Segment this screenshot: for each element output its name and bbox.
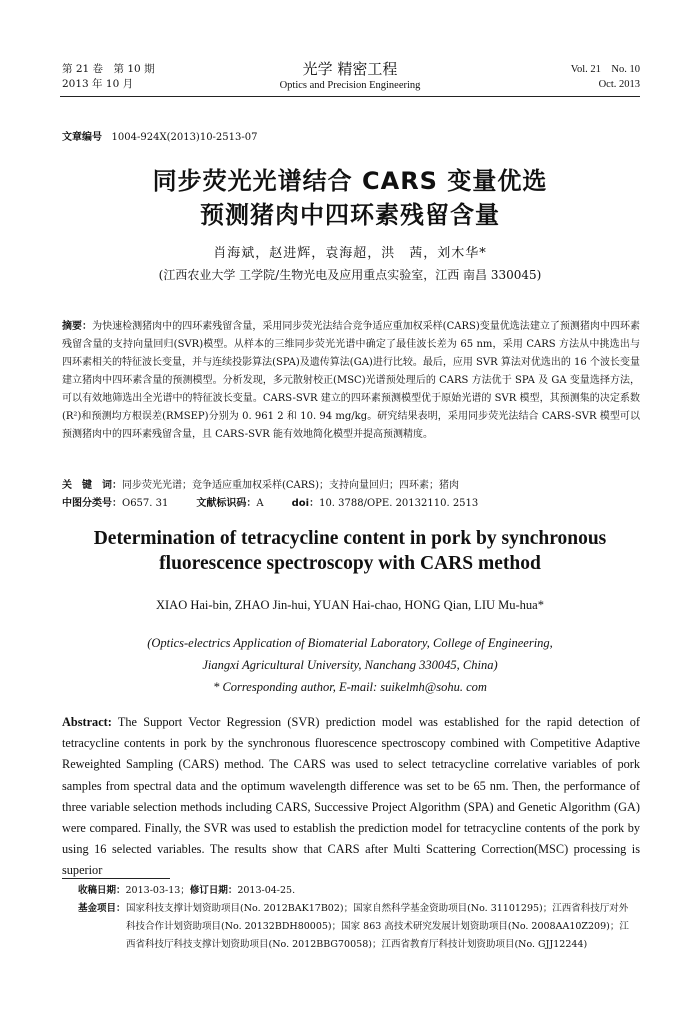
affiliation-en-line2: Jiangxi Agricultural University, Nanchang 330045, China) xyxy=(202,658,498,672)
abstract-cn xyxy=(62,318,640,444)
keywords-cn xyxy=(62,476,459,491)
abstract-en-text: The Support Vector Regression (SVR) prediction model was established for the rapid detection of tetracycline contents in pork by the synchronous fluorescence spectroscopy combined with Competitive Adaptive Reweighted Sampling (CARS) method. The CARS was used to select tetracycline correlative variables of pork samples from spectral data and the optimum wavelength difference was set to be 65 nm. Then, the performance of three variable selection methods including CARS, Successive Project Algorithm (SPA) and Genetic Algorithm (GA) were compared. Finally, the SVR was used to establish the prediction model for tetracycline contents of the pork by using 16 selected variables. The results show that CARS after Multi Scattering Correction(MSC) processing is superior xyxy=(62,715,640,878)
title-cn xyxy=(60,164,640,232)
article-number-label: 文章编号 xyxy=(62,132,102,143)
revised-label: 修订日期： xyxy=(189,885,238,896)
article-number xyxy=(62,128,258,143)
abstract-en xyxy=(62,712,640,882)
doi-value: 10. 3788/OPE. 20132110. 2513 xyxy=(319,498,479,509)
keywords-cn-label: 关 键 词： xyxy=(62,480,122,491)
received-label: 收稿日期： xyxy=(78,885,126,896)
affiliation-cn: (江西农业大学 工学院/生物光电及应用重点实验室，江西 南昌 330045) xyxy=(158,268,542,282)
authors-cn: 肖海斌，赵进辉，袁海超，洪 茜，刘木华* xyxy=(213,246,487,261)
footnote-rule xyxy=(62,878,170,879)
volume-cn: 第 21 卷 第 10 期 xyxy=(62,63,155,75)
fund-text: 国家科技支撑计划资助项目(No. 2012BAK17B02)；国家自然科学基金资助项目(No. 31101295)；江西省科技厅对外科技合作计划资助项目(No. 20132BDH80005)；国家 863 高技术研究发展计划资助项目(No. 2008AA10Z209)；江西省科技厅科技支撑计划资助项目(No. 2012BBG70058)；江西省教育厅科技计划资助项目(No. GJJ12244) xyxy=(126,903,629,950)
journal-name-en: Optics and Precision Engineering xyxy=(279,80,421,91)
title-en-line1: Determination of tetracycline content in pork by synchronous xyxy=(93,528,607,549)
title-en-line2: fluorescence spectroscopy with CARS method xyxy=(159,553,541,574)
title-cn-line2: 预测猪肉中四环素残留含量 xyxy=(200,201,500,229)
abstract-cn-label: 摘要： xyxy=(62,321,93,332)
fund-label: 基金项目： xyxy=(78,903,126,914)
affiliation-en xyxy=(60,632,640,698)
classification-line xyxy=(62,494,478,509)
header-right xyxy=(571,62,640,92)
received-value: 2013-03-13 xyxy=(125,885,181,896)
header-rule xyxy=(60,96,640,97)
doi-label: doi： xyxy=(291,498,320,509)
doc-code-label: 文献标识码： xyxy=(196,498,257,509)
abstract-cn-text: 为快速检测猪肉中的四环素残留含量，采用同步荧光法结合竞争适应重加权采样(CARS)变量优选法建立了预测猪肉中四环素残留含量的支持向量回归(SVR)模型。从样本的三维同步荧光光谱中确定了最佳波长差为 65 nm，采用 CARS 方法从中挑选出与四环素相关的特征波长变量，并与连续投影算法(SPA)及遗传算法(GA)进行比较。最后，应用 SVR 算法对优选出的 16 个波长变量建立猪肉中四环素含量的预测模型。分析发现，多元散射校正(MSC)光谱预处理后的 CARS 方法优于 SPA 及 GA 变量选择方法，可以有效地筛选出全光谱中的特征波长变量。CARS-SVR 建立的四环素预测模型优于原始光谱的 SVR 模型，其预测集的决定系数(R²)和预测均方根误差(RMSEP)分别为 0. 961 2 和 10. 94 mg/kg。研究结果表明，采用同步荧光法结合 CARS-SVR 模型可以预测猪肉中的四环素残留含量，且 CARS-SVR 能有效地简化模型并提高预测精度。 xyxy=(62,321,641,440)
authors-en: XIAO Hai-bin, ZHAO Jin-hui, YUAN Hai-chao, HONG Qian, LIU Mu-hua* xyxy=(155,598,544,612)
clc-value: O657. 31 xyxy=(122,498,169,509)
title-cn-line1: 同步荧光光谱结合 CARS 变量优选 xyxy=(152,167,548,195)
date-cn: 2013 年 10 月 xyxy=(62,78,134,90)
affiliation-en-line1: (Optics-electrics Application of Biomaterial Laboratory, College of Engineering, xyxy=(147,636,553,650)
footnote-dates: 收稿日期：2013-03-13；修订日期：2013-04-25. xyxy=(78,885,296,896)
article-number-value: 1004-924X(2013)10-2513-07 xyxy=(111,132,258,143)
header-left xyxy=(62,62,155,92)
date-en: Oct. 2013 xyxy=(598,79,640,90)
doc-code-value: A xyxy=(256,498,264,509)
abstract-en-label: Abstract: xyxy=(62,715,112,729)
corresponding-author: * Corresponding author, E-mail: suikelmh@sohu. com xyxy=(213,680,487,694)
keywords-cn-text: 同步荧光光谱；竞争适应重加权采样(CARS)；支持向量回归；四环素；猪肉 xyxy=(122,480,460,491)
revised-value: 2013-04-25. xyxy=(237,885,296,896)
journal-name-cn: 光学 精密工程 xyxy=(302,60,398,78)
clc-label: 中图分类号： xyxy=(62,498,122,509)
footnote-funding xyxy=(78,900,640,954)
volume-en: Vol. 21 No. 10 xyxy=(570,64,640,75)
header-center xyxy=(200,60,500,93)
title-en xyxy=(60,526,640,576)
